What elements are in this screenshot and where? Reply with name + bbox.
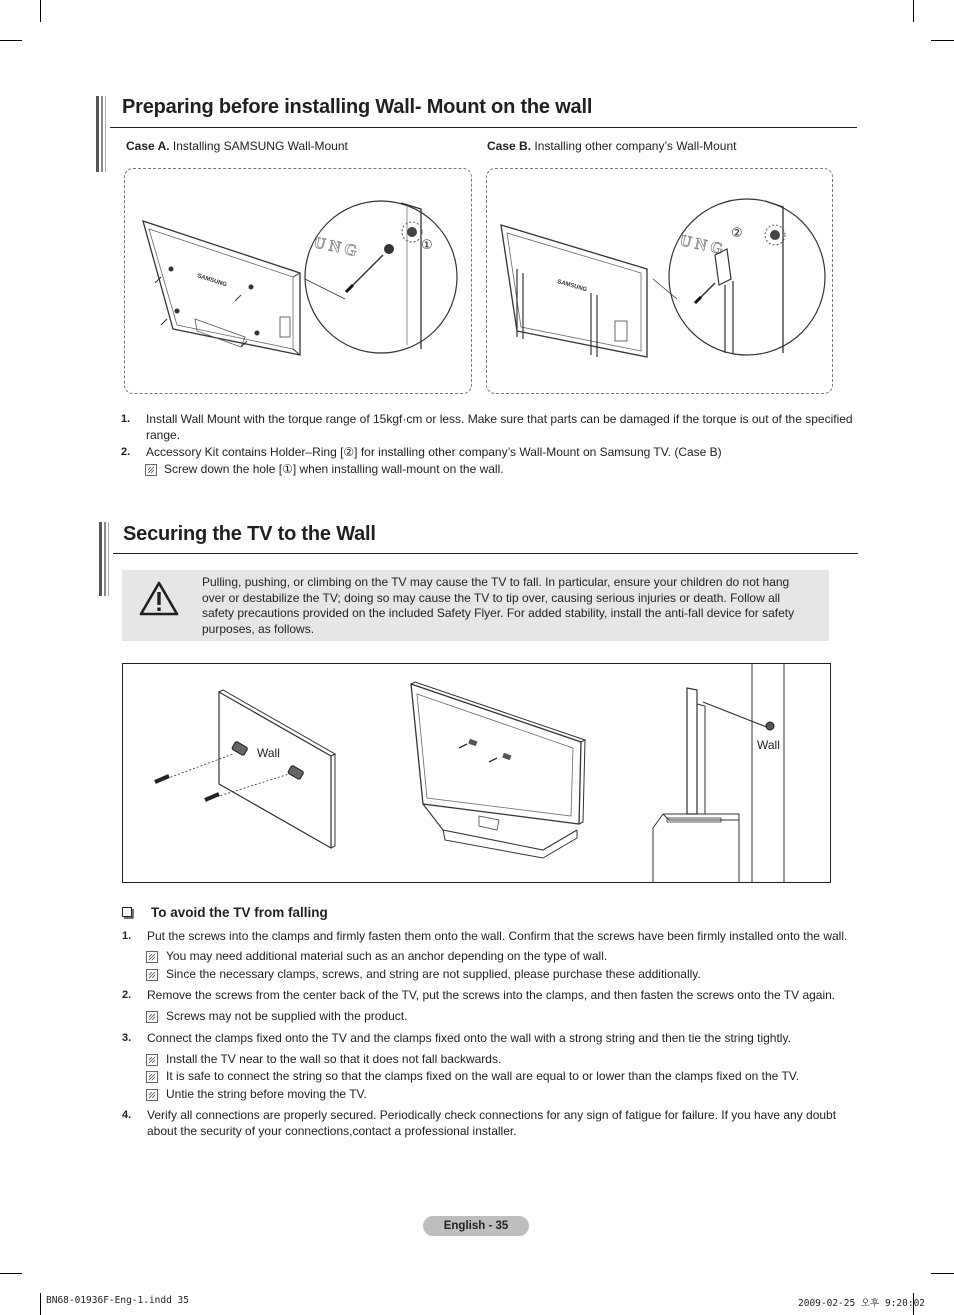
section-marker-bar [96,96,110,172]
tv-back-illustration-b [487,169,832,393]
note-icon [146,1054,158,1066]
note-icon [146,969,158,981]
marker-circled-2: ② [731,226,743,241]
crop-mark [40,1293,41,1315]
note-text: Install the TV near to the wall so that it does not fall backwards. [166,1052,502,1066]
note-icon [146,1071,158,1083]
step-text: Remove the screws from the center back of the TV, put the screws into the clamps, and then fasten the screws onto the TV again. [147,988,836,1002]
case-a-text: Installing SAMSUNG Wall-Mount [172,139,348,153]
crop-mark [931,1273,954,1274]
anti-fall-drawing [123,664,830,882]
list-number: 2. [121,446,131,458]
checkbox-bullet-icon [122,907,134,919]
step-number: 4. [122,1109,132,1121]
section-rule [113,553,858,554]
wall-label: Wall [757,738,780,752]
section-rule [110,127,857,128]
case-b-label [487,139,736,155]
wall-label: Wall [257,746,280,760]
step-number: 3. [122,1032,132,1044]
step-number: 1. [122,930,132,942]
svg-text:U N G: U N G [678,232,725,258]
case-b-text: Installing other company’s Wall-Mount [534,139,737,153]
note-text: It is safe to connect the string so that the clamps fixed on the wall are equal to or lower than the clamps fixed on the TV. [166,1069,800,1083]
slug-timestamp: 2009-02-25 오후 9:20:02 [798,1298,926,1309]
section-title: Securing the TV to the Wall [123,523,376,545]
step-text: Verify all connections are properly secured. Periodically check connections for any sign of fatigue for failure. If you have any doubt about the security of your connections,contact a professional installer. [147,1108,837,1138]
case-a-label [126,139,348,155]
tv-brand-text-a: SAMSUNG [196,273,228,289]
svg-text:U N G: U N G [312,234,359,260]
note-text: You may need additional material such as an anchor depending on the type of wall. [166,949,608,963]
figure-case-a [124,168,472,394]
note-icon [146,1089,158,1101]
anti-fall-illustration [122,663,831,883]
subheading: To avoid the TV from falling [151,905,328,920]
figure-case-b [486,168,833,394]
page-number-badge: English - 35 [423,1216,529,1236]
step-text: Connect the clamps fixed onto the TV and the clamps fixed onto the wall with a strong string and then tie the string tightly. [147,1031,791,1045]
case-a-bold: Case A. [126,139,170,153]
note-icon [146,951,158,963]
step-number: 2. [122,989,132,1001]
step-text: Put the screws into the clamps and firmly fasten them onto the wall. Confirm that the screws have been firmly installed onto the wall. [147,929,848,943]
list-number: 1. [121,413,131,425]
note-text: Screw down the hole [①] when installing wall-mount on the wall. [164,462,504,476]
warning-triangle-icon [139,581,179,617]
case-b-bold: Case B. [487,139,532,153]
note-icon [146,1011,158,1023]
slug-file-info: BN68-01936F-Eng-1.indd 35 [46,1295,189,1306]
note-text: Screws may not be supplied with the product. [166,1009,408,1023]
crop-mark [913,0,914,22]
list-item-text: Install Wall Mount with the torque range of 15kgf·cm or less. Make sure that parts can be damaged if the torque is out of the specified range. [146,412,853,442]
marker-circled-1: ① [421,238,433,253]
tv-back-illustration-a [125,169,471,393]
note-text: Untie the string before moving the TV. [166,1087,367,1101]
warning-text: Pulling, pushing, or climbing on the TV may cause the TV to fall. In particular, ensure your children do not hang over or destabilize the TV; doing so may cause the TV to tip over, causing serious injuries or death. Follow all safety precautions provided on the included Safety Flyer. For added stability, install the anti-fall device for safety purposes, as follows. [202,575,795,636]
crop-mark [0,40,22,41]
warning-box [122,570,829,641]
note-icon [145,464,157,476]
note-text: Since the necessary clamps, screws, and string are not supplied, please purchase these additionally. [166,967,701,981]
section-title: Preparing before installing Wall- Mount on the wall [122,96,593,118]
crop-mark [0,1273,22,1274]
section-marker-bar [99,522,113,596]
crop-mark [40,0,41,22]
tv-brand-text-b: SAMSUNG [556,279,588,294]
crop-mark [931,40,954,41]
list-item-text: Accessory Kit contains Holder–Ring [②] for installing other company’s Wall-Mount on Samsung TV. (Case B) [146,445,722,459]
